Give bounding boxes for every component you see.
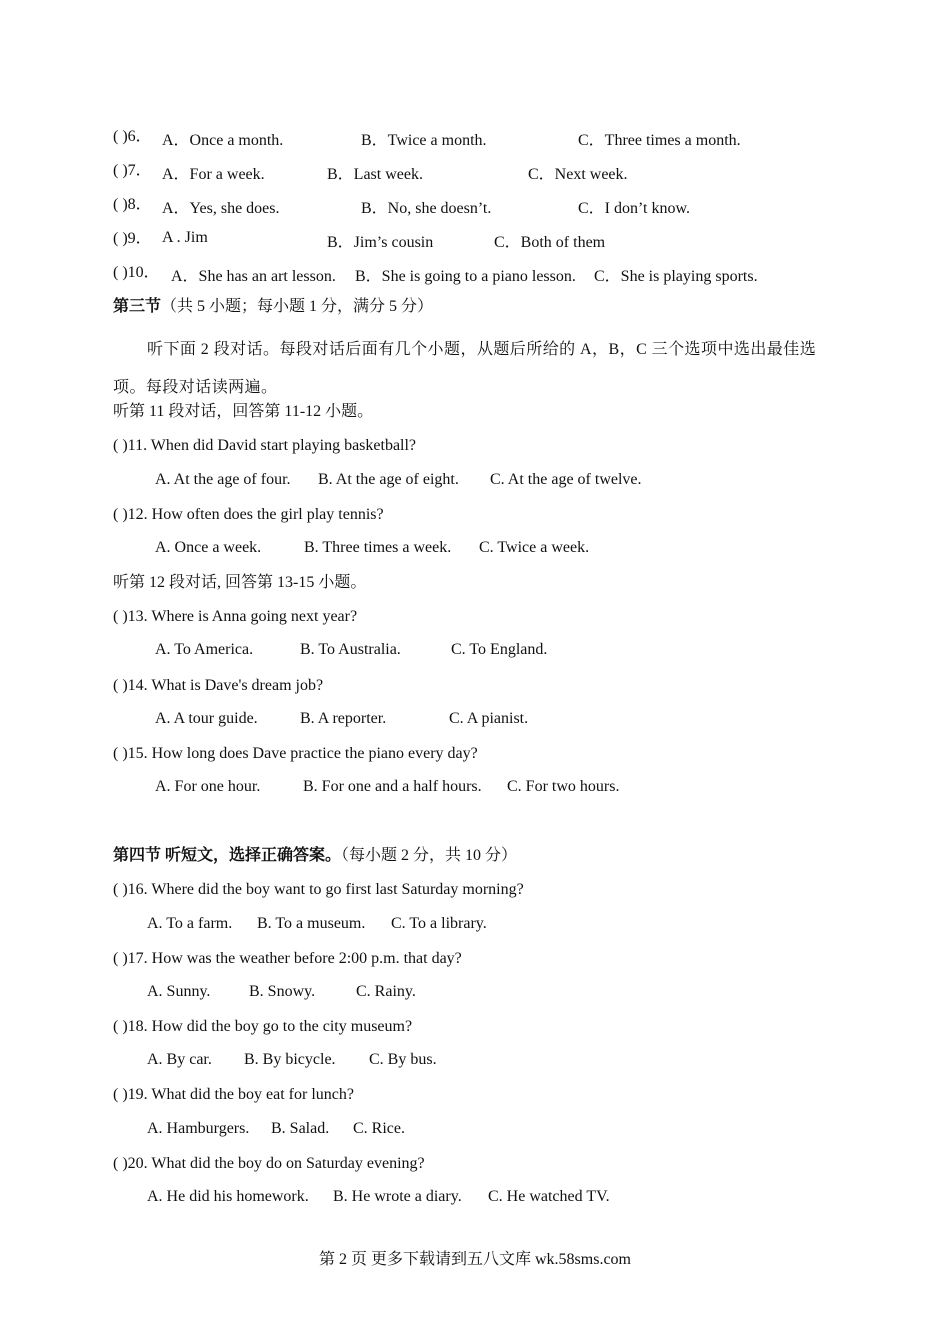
dialog-12-heading: 听第 12 段对话, 回答第 13-15 小题。 — [113, 574, 367, 591]
section-3-heading — [113, 297, 433, 317]
option-c: C. Rainy. — [356, 983, 416, 1000]
section-4-heading — [113, 846, 517, 866]
question-11-stem: ( )11. When did David start playing basketball? — [113, 437, 417, 454]
question-19-stem: ( )19. What did the boy eat for lunch? — [113, 1086, 354, 1103]
option-b: B. To a museum. — [257, 915, 366, 932]
section-4-scoring: （每小题 2 分，共 10 分） — [341, 847, 518, 864]
option-c: C．I don’t know. — [578, 200, 691, 217]
option-a: A. He did his homework. — [147, 1188, 309, 1205]
option-a: A. Sunny. — [147, 983, 211, 1000]
option-c: C．Three times a month. — [578, 132, 741, 149]
question-number: ( )10． — [113, 264, 160, 281]
option-c: C. He watched TV. — [488, 1188, 610, 1205]
option-b: B. He wrote a diary. — [333, 1188, 462, 1205]
question-number: ( )7． — [113, 162, 152, 179]
option-c: C. Twice a week. — [479, 539, 590, 556]
option-c: C. A pianist. — [449, 710, 529, 727]
section-3-scoring: （共 5 小题；每小题 1 分，满分 5 分） — [161, 298, 434, 315]
option-a: A . Jim — [162, 229, 208, 246]
question-13-stem: ( )13. Where is Anna going next year? — [113, 608, 358, 625]
option-a: A．Yes, she does. — [162, 200, 280, 217]
option-c: C. Rice. — [353, 1120, 405, 1137]
option-c: C. At the age of twelve. — [490, 471, 642, 488]
question-20-stem: ( )20. What did the boy do on Saturday evening? — [113, 1155, 425, 1172]
section-4-title: 第四节 听短文，选择正确答案。 — [113, 847, 342, 864]
option-a: A. A tour guide. — [155, 710, 258, 727]
option-b: B. For one and a half hours. — [303, 778, 482, 795]
option-a: A. For one hour. — [155, 778, 261, 795]
option-c: C. To England. — [451, 641, 548, 658]
option-a: A. Hamburgers. — [147, 1120, 250, 1137]
question-15-stem: ( )15. How long does Dave practice the piano every day? — [113, 745, 478, 762]
option-a: A. By car. — [147, 1051, 212, 1068]
option-b: B. By bicycle. — [244, 1051, 336, 1068]
question-number: ( )6． — [113, 128, 152, 145]
option-b: B. To Australia. — [300, 641, 401, 658]
option-a: A. To a farm. — [147, 915, 233, 932]
option-b: B．Jim’s cousin — [327, 234, 434, 251]
section-3-instruction: 听下面 2 段对话。每段对话后面有几个小题，从题后所给的 A，B，C 三个选项中选出最佳选项。每段对话读两遍。 — [113, 341, 817, 396]
option-c: C．Both of them — [494, 234, 606, 251]
question-17-stem: ( )17. How was the weather before 2:00 p.m. that day? — [113, 950, 462, 967]
option-b: B. A reporter. — [300, 710, 387, 727]
question-14-stem: ( )14. What is Dave's dream job? — [113, 677, 324, 694]
option-b: B. At the age of eight. — [318, 471, 459, 488]
option-c: C. To a library. — [391, 915, 487, 932]
option-b: B. Salad. — [271, 1120, 330, 1137]
option-c: C. For two hours. — [507, 778, 620, 795]
section-3-title: 第三节 — [113, 298, 162, 315]
dialog-11-heading: 听第 11 段对话，回答第 11-12 小题。 — [113, 403, 374, 420]
option-c: C．Next week. — [528, 166, 628, 183]
question-number: ( )8． — [113, 196, 152, 213]
option-a: A．She has an art lesson. — [171, 268, 336, 285]
option-c: C. By bus. — [369, 1051, 437, 1068]
question-16-stem: ( )16. Where did the boy want to go first last Saturday morning? — [113, 881, 524, 898]
option-a: A. At the age of four. — [155, 471, 291, 488]
question-12-stem: ( )12. How often does the girl play tennis? — [113, 506, 384, 523]
option-b: B. Snowy. — [249, 983, 316, 1000]
page-footer: 第 2 页 更多下载请到五八文库 wk.58sms.com — [318, 1251, 631, 1268]
question-18-stem: ( )18. How did the boy go to the city museum? — [113, 1018, 413, 1035]
question-number: ( )9． — [113, 230, 152, 247]
option-c: C．She is playing sports. — [594, 268, 758, 285]
option-a: A. To America. — [155, 641, 254, 658]
option-b: B. Three times a week. — [304, 539, 452, 556]
option-a: A．Once a month. — [162, 132, 284, 149]
option-b: B．Last week. — [327, 166, 423, 183]
option-b: B．No, she doesn’t. — [361, 200, 492, 217]
option-a: A．For a week. — [162, 166, 265, 183]
option-b: B．Twice a month. — [361, 132, 487, 149]
option-b: B．She is going to a piano lesson. — [355, 268, 576, 285]
option-a: A. Once a week. — [155, 539, 262, 556]
